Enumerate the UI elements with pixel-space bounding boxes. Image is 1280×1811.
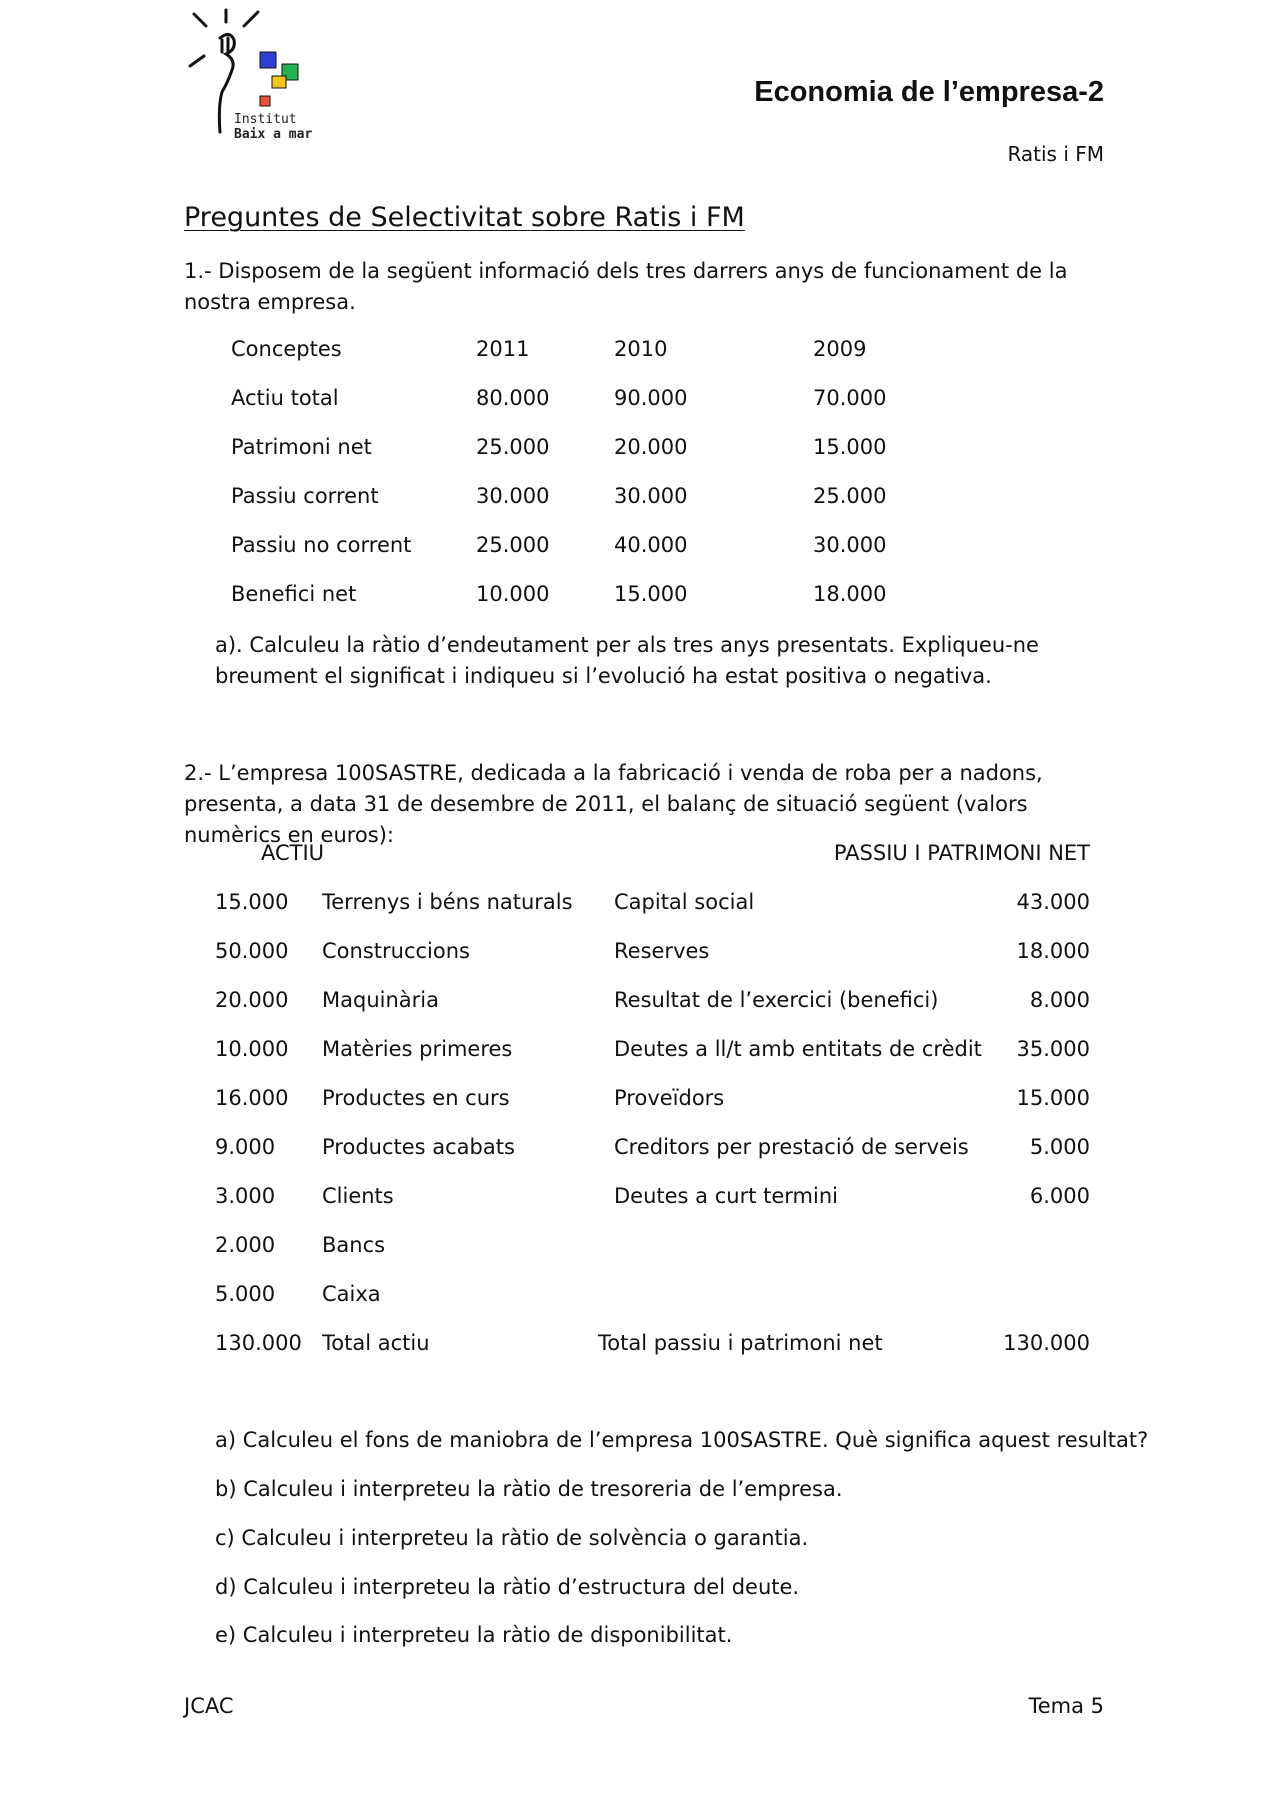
actiu-label: Construccions: [322, 939, 470, 963]
logo-text-line1: Institut: [234, 112, 297, 127]
q1-cell: 18.000: [813, 582, 887, 606]
actiu-header: ACTIU: [261, 841, 325, 865]
actiu-label: Maquinària: [322, 988, 439, 1012]
passiu-amount: 35.000: [1016, 1037, 1090, 1061]
actiu-amount: 5.000: [215, 1282, 276, 1306]
q1-cell: 15.000: [813, 435, 887, 459]
footer-author: JCAC: [184, 1694, 234, 1718]
q1-header-2009: 2009: [813, 337, 867, 361]
passiu-label: Proveïdors: [614, 1086, 725, 1110]
passiu-amount: 43.000: [1016, 890, 1090, 914]
passiu-amount: 18.000: [1016, 939, 1090, 963]
actiu-amount: 20.000: [215, 988, 289, 1012]
q1-cell: Passiu no corrent: [231, 533, 412, 557]
passiu-amount: 8.000: [1029, 988, 1090, 1012]
actiu-label: Bancs: [322, 1233, 386, 1257]
passiu-label: Capital social: [614, 890, 755, 914]
actiu-amount: 9.000: [215, 1135, 276, 1159]
q2-question-b: b) Calculeu i interpreteu la ràtio de tresoreria de l’empresa.: [215, 1477, 843, 1501]
actiu-amount: 3.000: [215, 1184, 276, 1208]
actiu-amount: 2.000: [215, 1233, 276, 1257]
actiu-label: Terrenys i béns naturals: [322, 890, 573, 914]
total-passiu-amount: 130.000: [1003, 1331, 1090, 1355]
q1-cell: Actiu total: [231, 386, 339, 410]
q1-cell: 25.000: [476, 435, 550, 459]
q1-cell: 80.000: [476, 386, 550, 410]
q2-question-e: e) Calculeu i interpreteu la ràtio de disponibilitat.: [215, 1623, 733, 1647]
actiu-amount: 15.000: [215, 890, 289, 914]
passiu-amount: 5.000: [1029, 1135, 1090, 1159]
actiu-label: Matèries primeres: [322, 1037, 513, 1061]
passiu-label: Creditors per prestació de serveis: [614, 1135, 969, 1159]
q1-cell: 30.000: [476, 484, 550, 508]
page-title: Preguntes de Selectivitat sobre Ratis i FM: [184, 202, 745, 233]
total-actiu-label: Total actiu: [322, 1331, 430, 1355]
passiu-amount: 15.000: [1016, 1086, 1090, 1110]
actiu-label: Productes acabats: [322, 1135, 515, 1159]
q2-question-c: c) Calculeu i interpreteu la ràtio de solvència o garantia.: [215, 1526, 809, 1550]
passiu-amount: 6.000: [1029, 1184, 1090, 1208]
logo-text-line2: Baix a mar: [234, 127, 313, 142]
q1-intro: 1.- Disposem de la següent informació dels tres darrers anys de funcionament de la nostra empresa.: [184, 259, 1068, 314]
q1-cell: Patrimoni net: [231, 435, 372, 459]
actiu-amount: 16.000: [215, 1086, 289, 1110]
q1-cell: Passiu corrent: [231, 484, 379, 508]
actiu-amount: 10.000: [215, 1037, 289, 1061]
actiu-label: Clients: [322, 1184, 394, 1208]
passiu-label: Reserves: [614, 939, 710, 963]
q1-cell: 30.000: [614, 484, 688, 508]
q1-cell: 25.000: [813, 484, 887, 508]
actiu-label: Productes en curs: [322, 1086, 510, 1110]
q1-cell: 20.000: [614, 435, 688, 459]
q1-cell: 90.000: [614, 386, 688, 410]
q2-question-a: a) Calculeu el fons de maniobra de l’empresa 100SASTRE. Què significa aquest resultat?: [215, 1428, 1149, 1452]
q1-cell: 25.000: [476, 533, 550, 557]
q1-cell: 15.000: [614, 582, 688, 606]
footer-topic: Tema 5: [1028, 1694, 1104, 1718]
total-passiu-label: Total passiu i patrimoni net: [598, 1331, 883, 1355]
q2-question-d: d) Calculeu i interpreteu la ràtio d’estructura del deute.: [215, 1575, 800, 1599]
q1-header-concept: Conceptes: [231, 337, 342, 361]
q1-cell: 40.000: [614, 533, 688, 557]
passiu-label: Resultat de l’exercici (benefici): [614, 988, 939, 1012]
q2-intro: 2.- L’empresa 100SASTRE, dedicada a la fabricació i venda de roba per a nadons, presenta, a data 31 de desembre de 2011, el balanç de situació següent (valors numèrics en euros):: [184, 761, 1043, 847]
passiu-header: PASSIU I PATRIMONI NET: [833, 841, 1090, 865]
q1-header-2011: 2011: [476, 337, 530, 361]
passiu-label: Deutes a ll/t amb entitats de crèdit: [614, 1037, 982, 1061]
q1-header-2010: 2010: [614, 337, 668, 361]
actiu-label: Caixa: [322, 1282, 381, 1306]
q1-question-a: a). Calculeu la ràtio d’endeutament per als tres anys presentats. Expliqueu-ne breument el significat i indiqueu si l’evolució ha estat positiva o negativa.: [215, 633, 1039, 688]
header-subtitle: Ratis i FM: [1007, 142, 1104, 166]
passiu-label: Deutes a curt termini: [614, 1184, 838, 1208]
q1-cell: Benefici net: [231, 582, 357, 606]
q1-cell: 70.000: [813, 386, 887, 410]
total-actiu-amount: 130.000: [215, 1331, 302, 1355]
q1-cell: 30.000: [813, 533, 887, 557]
header-title: Economia de l’empresa-2: [754, 76, 1104, 108]
q1-cell: 10.000: [476, 582, 550, 606]
school-logo: [184, 8, 324, 148]
actiu-amount: 50.000: [215, 939, 289, 963]
